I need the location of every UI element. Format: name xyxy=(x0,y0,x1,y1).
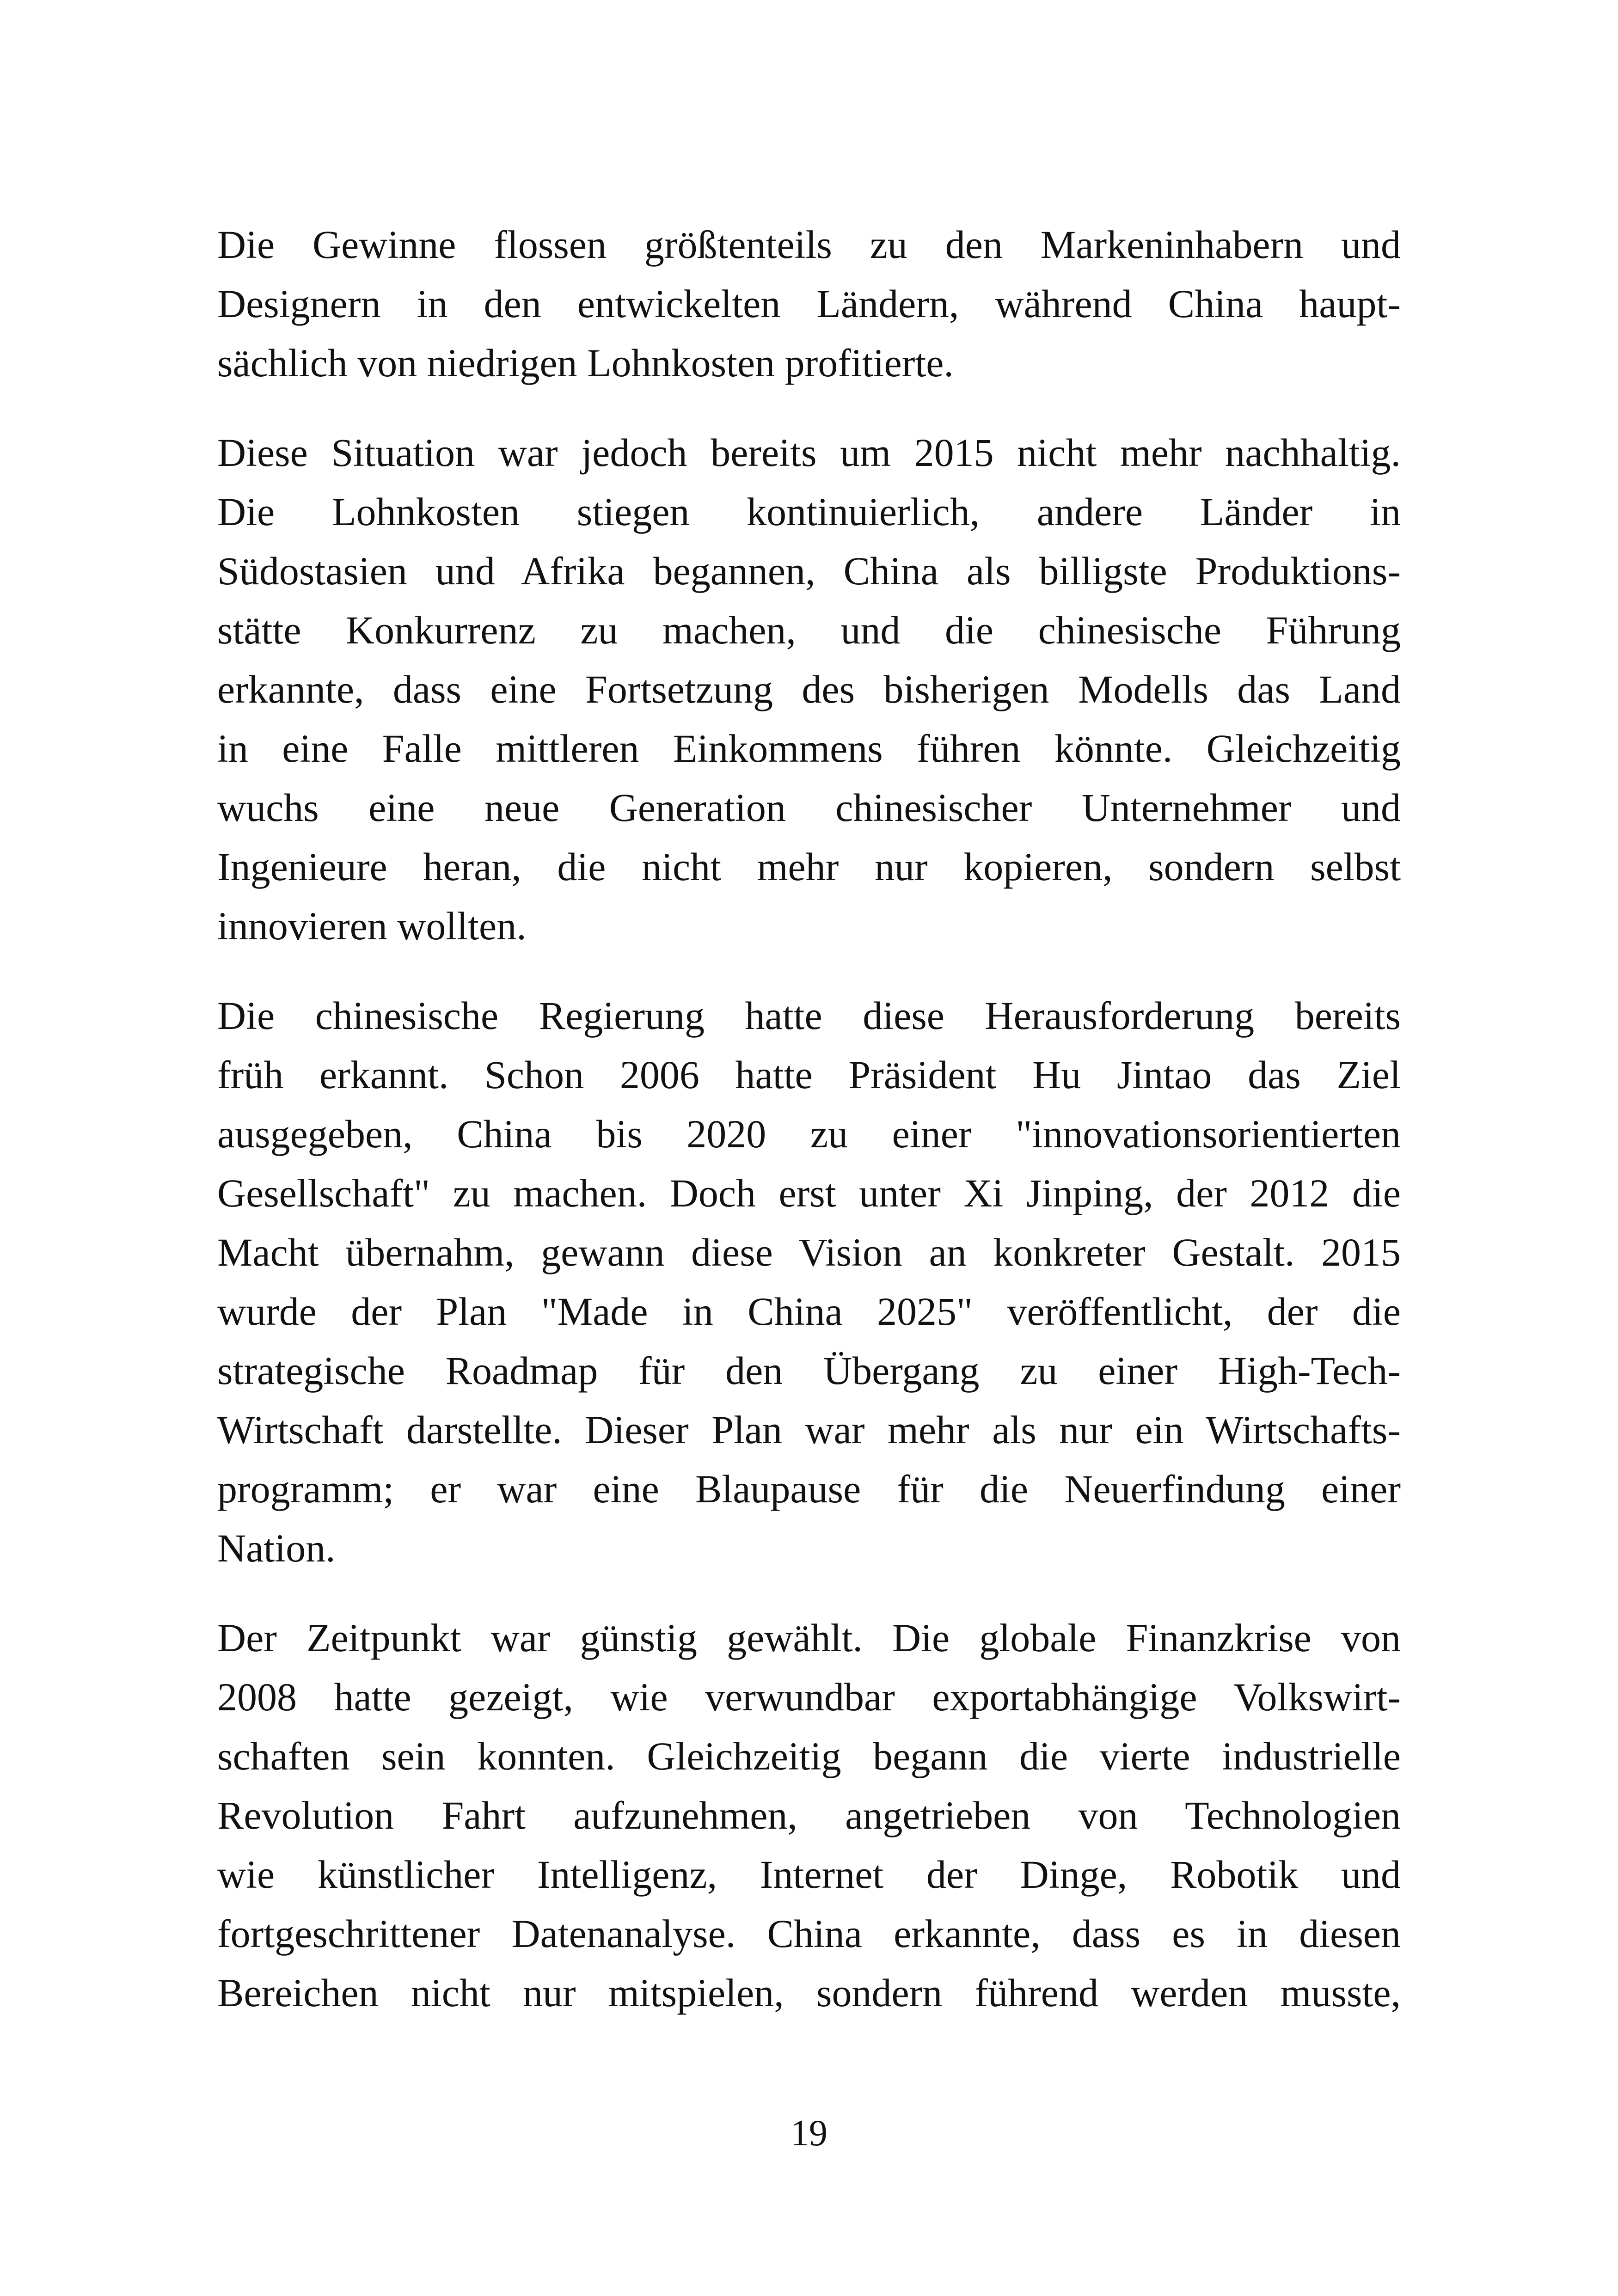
text-line: programm; er war eine Blaupause für die Neuerfindung einer xyxy=(217,1467,1401,1511)
text-line: ausgegeben, China bis 2020 zu einer "innovationsorientierten xyxy=(217,1112,1401,1156)
text-line: wie künstlicher Intelligenz, Internet der Dinge, Robotik und xyxy=(217,1852,1401,1897)
paragraph-4 xyxy=(217,1608,1401,2022)
text-line: Die chinesische Regierung hatte diese Herausforderung bereits xyxy=(217,993,1401,1038)
text-line: Revolution Fahrt aufzunehmen, angetrieben von Technologien xyxy=(217,1793,1401,1837)
text-line: Der Zeitpunkt war günstig gewählt. Die globale Finanzkrise von xyxy=(217,1616,1401,1660)
text-line: Wirtschaft darstellte. Dieser Plan war mehr als nur ein Wirtschafts- xyxy=(217,1408,1401,1452)
text-line: wuchs eine neue Generation chinesischer Unternehmer und xyxy=(217,785,1401,830)
text-line: in eine Falle mittleren Einkommens führen könnte. Gleichzeitig xyxy=(217,726,1401,771)
text-line: wurde der Plan "Made in China 2025" veröffentlicht, der die xyxy=(217,1289,1401,1334)
text-line: erkannte, dass eine Fortsetzung des bisherigen Modells das Land xyxy=(217,667,1401,711)
text-line: Diese Situation war jedoch bereits um 2015 nicht mehr nachhaltig. xyxy=(217,430,1401,475)
text-line: Gesellschaft" zu machen. Doch erst unter Xi Jinping, der 2012 die xyxy=(217,1171,1401,1215)
body-text xyxy=(217,215,1401,2053)
text-line: Bereichen nicht nur mitspielen, sondern führend werden musste, xyxy=(217,1971,1401,2015)
text-line: innovieren wollten. xyxy=(217,904,527,948)
text-line: 2008 hatte gezeigt, wie verwundbar exportabhängige Volkswirt- xyxy=(217,1675,1401,1719)
paragraph-3 xyxy=(217,986,1401,1578)
text-line: fortgeschrittener Datenanalyse. China erkannte, dass es in diesen xyxy=(217,1911,1401,1956)
text-line: früh erkannt. Schon 2006 hatte Präsident Hu Jintao das Ziel xyxy=(217,1053,1401,1097)
text-line: Die Gewinne flossen größtenteils zu den Markeninhabern und xyxy=(217,222,1401,267)
paragraph-2 xyxy=(217,423,1401,955)
text-line: schaften sein konnten. Gleichzeitig begann die vierte industrielle xyxy=(217,1734,1401,1778)
paragraph-1 xyxy=(217,215,1401,392)
page-number: 19 xyxy=(791,2113,827,2154)
text-line: sächlich von niedrigen Lohnkosten profitierte. xyxy=(217,341,954,385)
text-line: stätte Konkurrenz zu machen, und die chinesische Führung xyxy=(217,608,1401,652)
text-line: Nation. xyxy=(217,1526,336,1570)
text-line: Ingenieure heran, die nicht mehr nur kopieren, sondern selbst xyxy=(217,845,1401,889)
text-line: strategische Roadmap für den Übergang zu einer High-Tech- xyxy=(217,1348,1401,1393)
text-line: Südostasien und Afrika begannen, China als billigste Produktions- xyxy=(217,549,1401,593)
text-line: Macht übernahm, gewann diese Vision an konkreter Gestalt. 2015 xyxy=(217,1230,1401,1274)
text-line: Die Lohnkosten stiegen kontinuierlich, andere Länder in xyxy=(217,490,1401,534)
text-line: Designern in den entwickelten Ländern, während China haupt- xyxy=(217,282,1401,326)
